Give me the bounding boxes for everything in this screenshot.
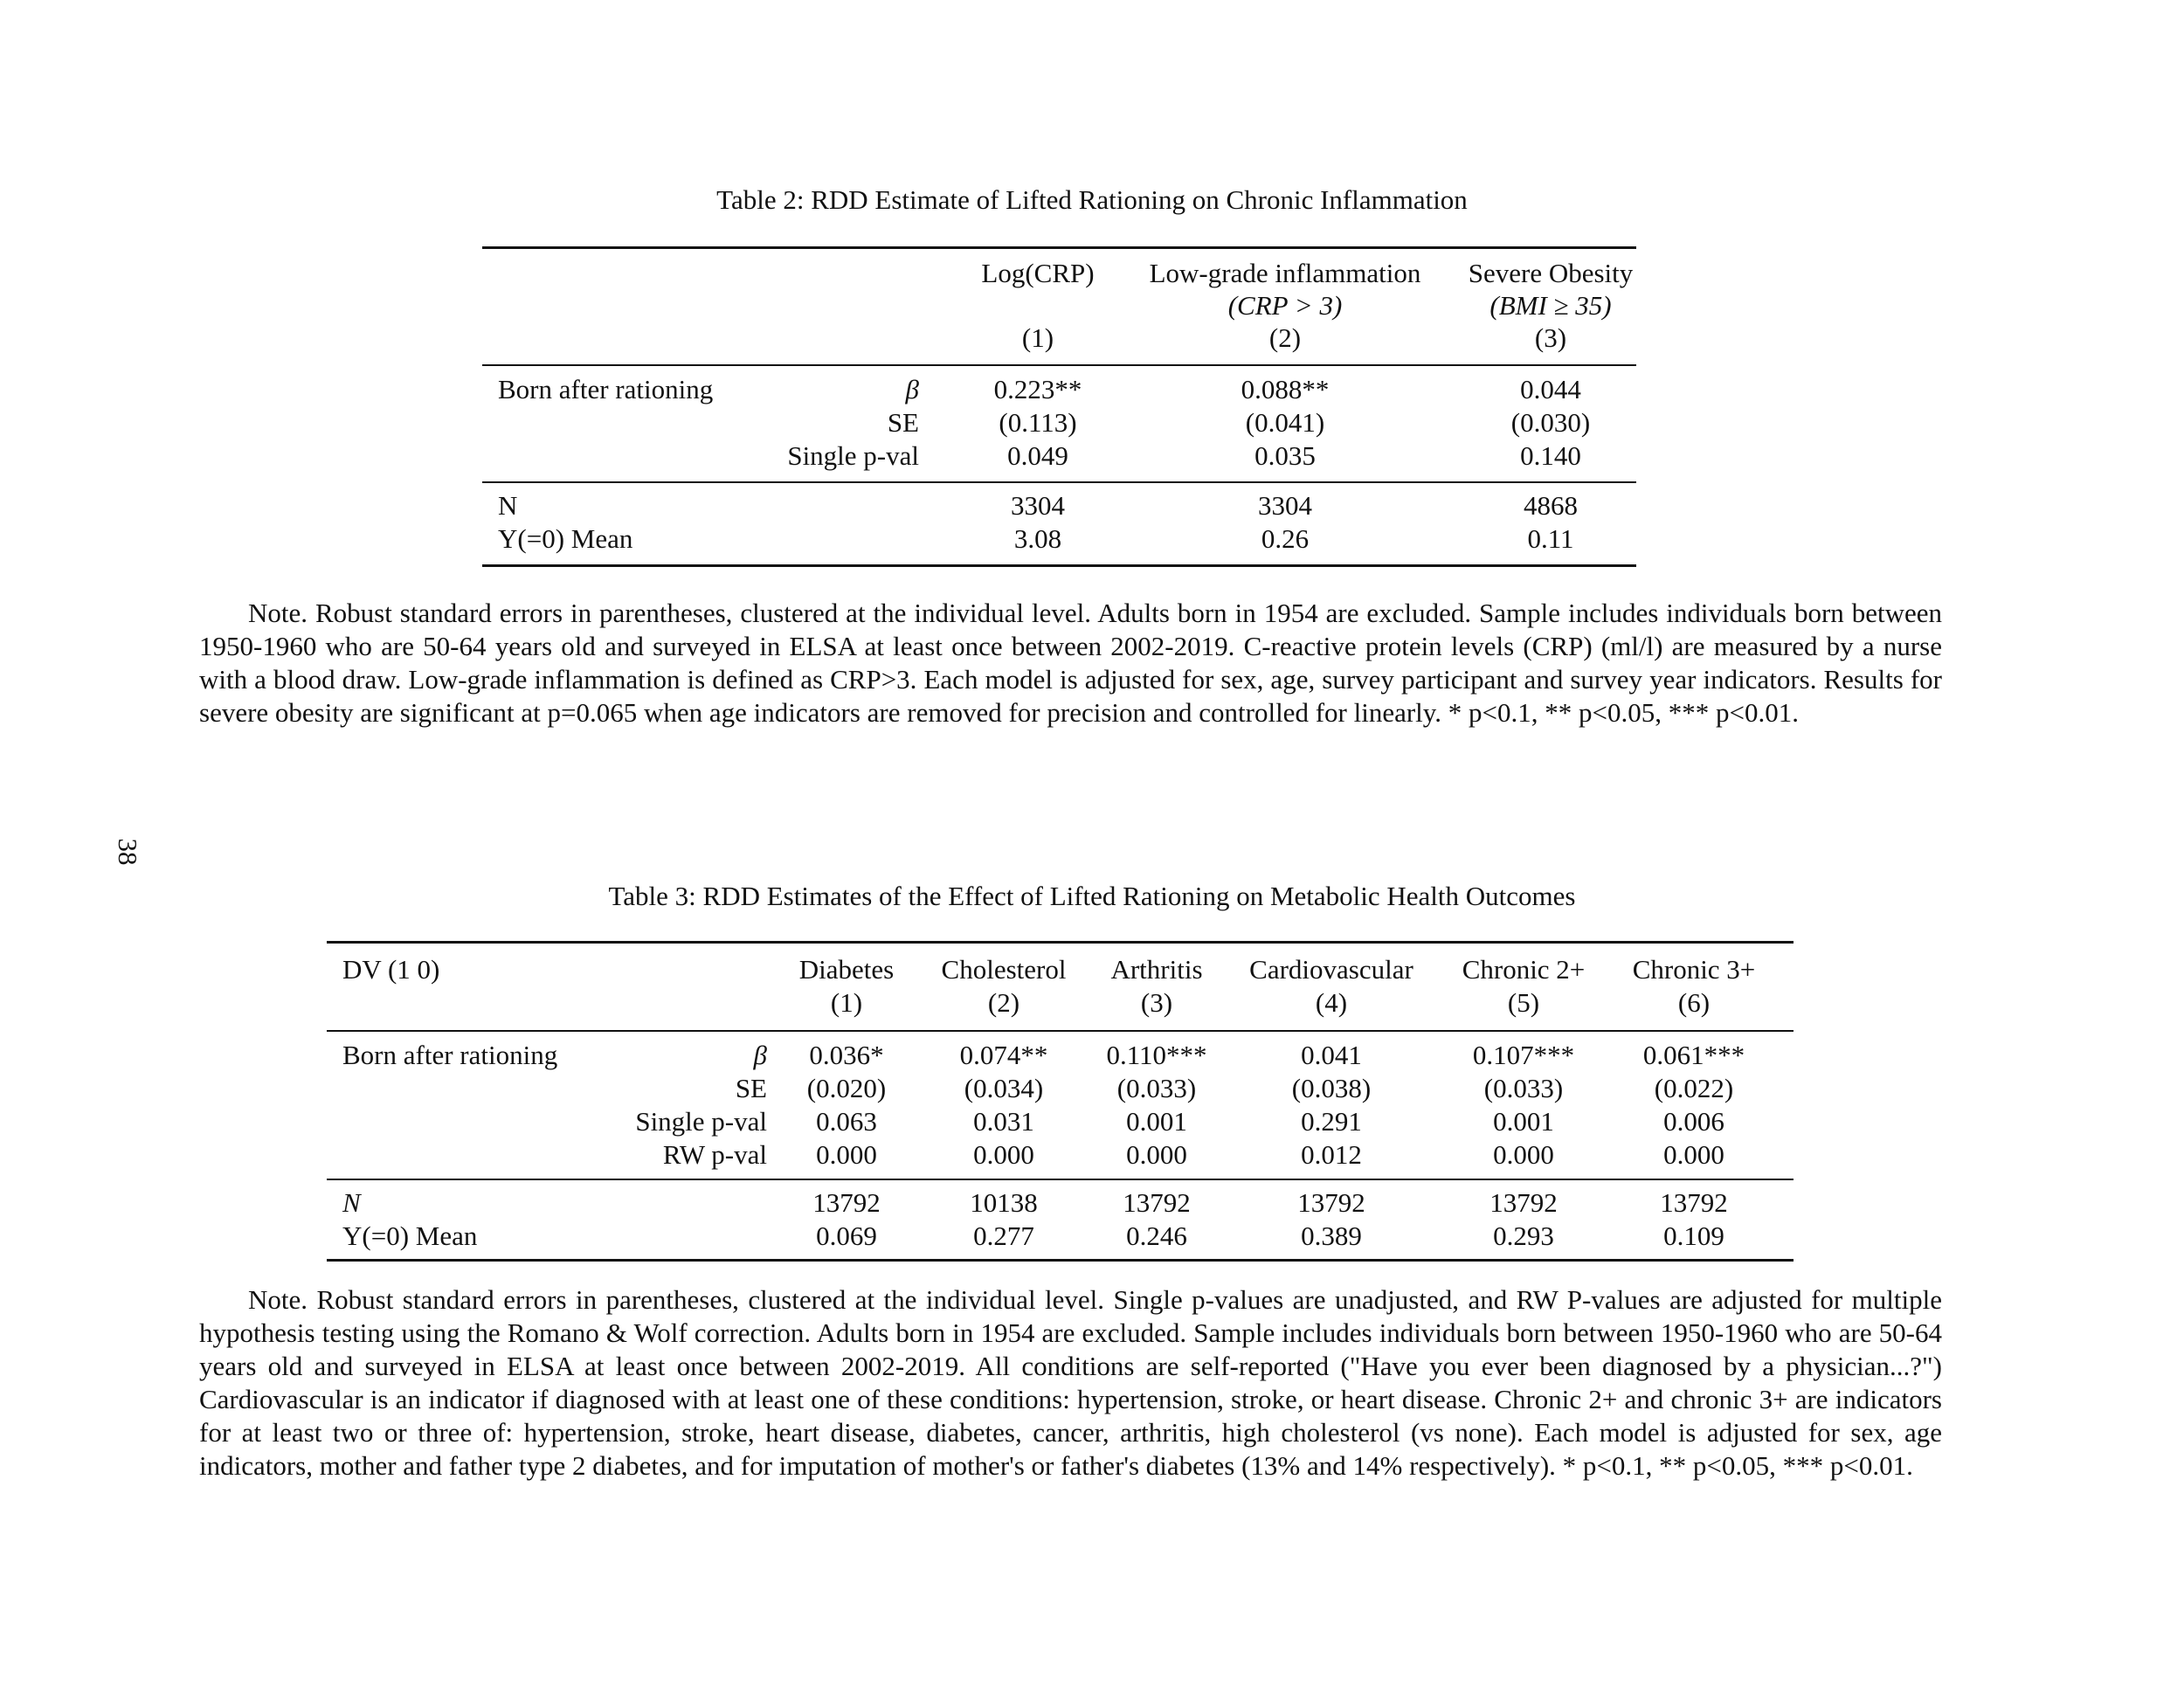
table3-value: 0.110***	[1106, 1040, 1207, 1070]
table3-mean-value: 0.246	[1126, 1220, 1187, 1251]
table3-header-3: Arthritis	[1110, 954, 1203, 985]
table3-stat-beta: β	[753, 1040, 767, 1070]
table3-header-2: Cholesterol	[941, 954, 1067, 985]
table2-value: 0.035	[1254, 440, 1316, 471]
table3-mean-value: 0.293	[1493, 1220, 1554, 1251]
table3-header-5-num: (5)	[1507, 987, 1540, 1018]
table3-value: 0.031	[973, 1106, 1034, 1137]
table3-n-value: 13792	[1489, 1187, 1558, 1218]
table2-value: 0.049	[1007, 440, 1068, 471]
table3-body-rule	[327, 1179, 1794, 1180]
table2-mean-label: Y(=0) Mean	[498, 523, 633, 554]
table2-n-label: N	[498, 490, 518, 521]
table2-header-2-sub: (CRP > 3)	[1227, 290, 1343, 321]
table2-value: (0.030)	[1510, 407, 1591, 438]
table3-n-value: 13792	[1123, 1187, 1191, 1218]
table3-bottom-rule	[327, 1259, 1794, 1262]
table3-value: 0.063	[816, 1106, 877, 1137]
table2-value: (0.041)	[1245, 407, 1325, 438]
table2-value: 0.088**	[1241, 374, 1330, 404]
table2-mean-value: 3.08	[1013, 523, 1062, 554]
table3-value: 0.107***	[1472, 1040, 1575, 1070]
table3-value: (0.020)	[806, 1073, 887, 1103]
table3-value: 0.000	[816, 1139, 877, 1170]
table3	[327, 941, 1794, 1264]
table3-header-2-num: (2)	[987, 987, 1020, 1018]
table3-header-6: Chronic 3+	[1632, 954, 1756, 985]
table3-stat-se: SE	[735, 1073, 767, 1103]
table3-header-4-num: (4)	[1315, 987, 1348, 1018]
table3-n-value: 13792	[1660, 1187, 1728, 1218]
table3-header-1-num: (1)	[830, 987, 863, 1018]
table2	[482, 246, 1636, 570]
table2-top-rule	[482, 246, 1636, 249]
table3-mean-value: 0.277	[973, 1220, 1034, 1251]
table3-header-3-num: (3)	[1140, 987, 1173, 1018]
table3-row-group-label: Born after rationing	[342, 1040, 558, 1070]
table3-value: (0.033)	[1116, 1073, 1197, 1103]
table3-stat-rw-pval: RW p-val	[662, 1139, 767, 1170]
table3-mean-label: Y(=0) Mean	[342, 1220, 478, 1251]
table2-n-value: 4868	[1524, 490, 1578, 521]
table3-n-value: 10138	[970, 1187, 1038, 1218]
table3-value: 0.000	[973, 1139, 1034, 1170]
table3-value: (0.033)	[1483, 1073, 1564, 1103]
table3-value: 0.041	[1301, 1040, 1362, 1070]
table2-header-1: Log(CRP)	[981, 258, 1095, 288]
table3-value: 0.001	[1493, 1106, 1554, 1137]
table3-header-6-num: (6)	[1677, 987, 1711, 1018]
table3-value: (0.022)	[1654, 1073, 1734, 1103]
table3-value: (0.034)	[964, 1073, 1044, 1103]
table2-header-3: Severe Obesity	[1468, 258, 1634, 288]
table2-header-3-sub: (BMI ≥ 35)	[1489, 290, 1612, 321]
table3-top-rule	[327, 941, 1794, 944]
table2-value: 0.223**	[993, 374, 1082, 404]
table3-mean-value: 0.109	[1663, 1220, 1724, 1251]
table3-note: Note. Robust standard errors in parentheses, clustered at the individual level. Single p-values are unadjusted, and RW P-values are adjusted for multiple hypothesis testing using the Romano & Wolf correction. Adults born in 1954 are excluded. Sample includes individuals born between 1950-1960 who are 50-64 years old and surveyed in ELSA at least once between 2002-2019. All conditions are self-reported ("Have you ever been diagnosed by a physician...?") Cardiovascular is an indicator if diagnosed with at least one of these conditions: hypertension, stroke, or heart disease. Chronic 2+ and chronic 3+ are indicators for at least two or three of: hypertension, stroke, heart disease, diabetes, cancer, arthritis, high cholesterol (vs none). Each model is adjusted for sex, age indicators, mother and father type 2 diabetes, and for imputation of mother's or father's diabetes (13% and 14% respectively). * p<0.1, ** p<0.05, *** p<0.01.	[199, 1284, 1942, 1481]
table3-caption: Table 3: RDD Estimates of the Effect of Lifted Rationing on Metabolic Health Outcomes	[608, 881, 1576, 911]
page-number: 38	[113, 838, 143, 866]
table3-value: 0.000	[1493, 1139, 1554, 1170]
table3-value: 0.061***	[1642, 1040, 1745, 1070]
table3-dv-label: DV (1 0)	[342, 954, 440, 985]
table3-mean-value: 0.069	[816, 1220, 877, 1251]
table3-header-rule	[327, 1030, 1794, 1032]
table2-stat-single-pval: Single p-val	[787, 440, 919, 471]
table3-value: (0.038)	[1291, 1073, 1372, 1103]
table2-header-2: Low-grade inflammation	[1149, 258, 1421, 288]
table3-header-1: Diabetes	[798, 954, 895, 985]
table3-header-5: Chronic 2+	[1462, 954, 1586, 985]
table3-n-label: N	[342, 1187, 361, 1218]
table3-value: 0.012	[1301, 1139, 1362, 1170]
table2-bottom-rule	[482, 564, 1636, 567]
table2-caption: Table 2: RDD Estimate of Lifted Rationing on Chronic Inflammation	[716, 184, 1468, 215]
table3-value: 0.074**	[959, 1040, 1048, 1070]
table2-value: 0.140	[1520, 440, 1581, 471]
table2-stat-beta: β	[905, 374, 919, 404]
table2-header-3-num: (3)	[1534, 322, 1567, 353]
table3-value: 0.000	[1663, 1139, 1724, 1170]
table3-n-value: 13792	[1297, 1187, 1365, 1218]
table3-value: 0.291	[1301, 1106, 1362, 1137]
table2-value: 0.044	[1520, 374, 1581, 404]
table2-value: (0.113)	[999, 407, 1077, 438]
table2-n-value: 3304	[1011, 490, 1065, 521]
table3-value: 0.036*	[809, 1040, 884, 1070]
table2-n-value: 3304	[1258, 490, 1312, 521]
table3-value: 0.000	[1126, 1139, 1187, 1170]
table3-mean-value: 0.389	[1301, 1220, 1362, 1251]
table2-note: Note. Robust standard errors in parentheses, clustered at the individual level. Adults born in 1954 are excluded. Sample includes individuals born between 1950-1960 who are 50-64 years old and surveyed in ELSA at least once between 2002-2019. C-reactive protein levels (CRP) (ml/l) are measured by a nurse with a blood draw. Low-grade inflammation is defined as CRP>3. Each model is adjusted for sex, age, survey participant and survey year indicators. Results for severe obesity are significant at p=0.065 when age indicators are removed for precision and controlled for linearly. * p<0.1, ** p<0.05, *** p<0.01.	[199, 598, 1942, 728]
table3-header-4: Cardiovascular	[1249, 954, 1413, 985]
table2-stat-se: SE	[887, 407, 919, 438]
table2-mean-value: 0.26	[1261, 523, 1310, 554]
table2-header-rule	[482, 364, 1636, 366]
table3-stat-single-pval: Single p-val	[635, 1106, 767, 1137]
table3-n-value: 13792	[812, 1187, 881, 1218]
table2-body-rule	[482, 481, 1636, 483]
table2-row-group-label: Born after rationing	[498, 374, 714, 404]
table3-value: 0.006	[1663, 1106, 1724, 1137]
table2-header-2-num: (2)	[1268, 322, 1302, 353]
table2-header-1-num: (1)	[1021, 322, 1054, 353]
table2-mean-value: 0.11	[1527, 523, 1574, 554]
table3-value: 0.001	[1126, 1106, 1187, 1137]
